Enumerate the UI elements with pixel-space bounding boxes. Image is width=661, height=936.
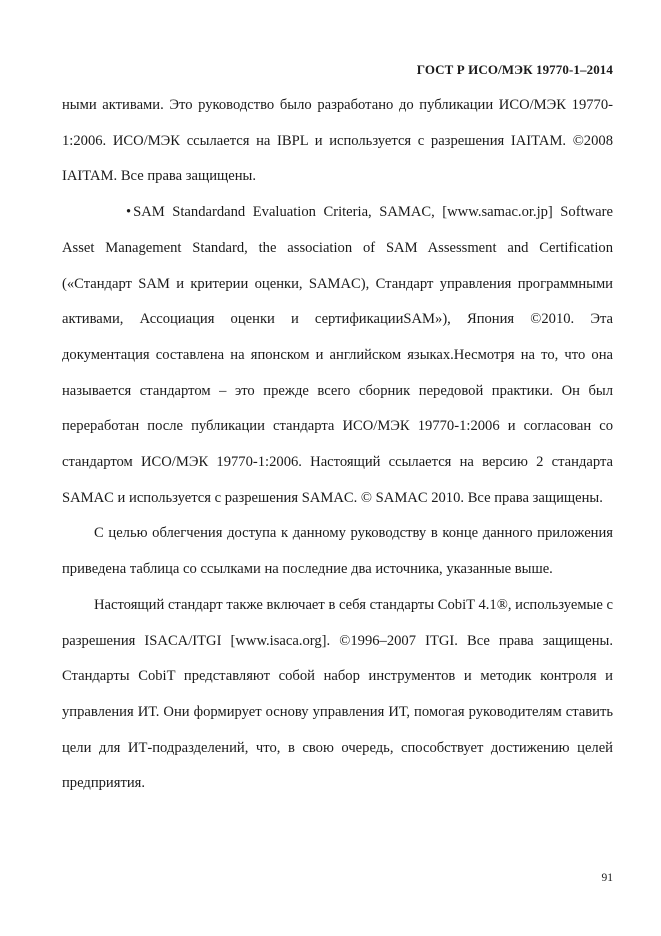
paragraph-4: Настоящий стандарт также включает в себя стандарты CobiT 4.1®, используемые с разрешения ISACA/ITGI [www.isaca.org]. ©1996–2007 ITGI. Все права защищены. Стандарты CobiT представляют собой набор инструментов и методик контроля и управления ИТ. Они формирует основу управления ИТ, помогая руководителям ставить цели для ИТ-подразделений, что, в свою очередь, способствует достижению целей предприятия. xyxy=(62,596,613,792)
paragraph-3: С целью облегчения доступа к данному руководству в конце данного приложения приведена таблица со ссылками на последние два источника, указанные выше. xyxy=(62,525,613,578)
paragraph-2-text: SAM Standardand Evaluation Criteria, SAMAC, [www.samac.or.jp] Software Asset Management Standard, the association of SAM Assessment and Certification («Стандарт SAM и критерии оценки, SAMAC), Стандарт управления программными активами, Ассоциация оценки и сертификацииSAM»), Япония ©2010. Эта документация составлена на японском и английском языках.Несмотря на то, что она называется стандартом – это прежде всего сборник передовой практики. Он был переработан после публикации стандарта ИСО/МЭК 19770-1:2006 и согласован со стандартом ИСО/МЭК 19770-1:2006. Настоящий ссылается на версию 2 стандарта SAMAC и используется с разрешения SAMAC. © SAMAC 2010. Все права защищены. xyxy=(62,204,613,506)
body-text xyxy=(62,88,613,802)
page-header-standard-title: ГОСТ Р ИСО/МЭК 19770-1–2014 xyxy=(416,62,613,77)
page-number: 91 xyxy=(601,872,613,884)
paragraph-2-bullet-item xyxy=(62,195,613,516)
bullet-icon: • xyxy=(126,204,132,221)
paragraph-1: ными активами. Это руководство было разработано до публикации ИСО/МЭК 19770-1:2006. ИСО/МЭК ссылается на IBPL и используется с разрешения IAITAM. ©2008 IAITAM. Все права защищены. xyxy=(62,97,613,185)
